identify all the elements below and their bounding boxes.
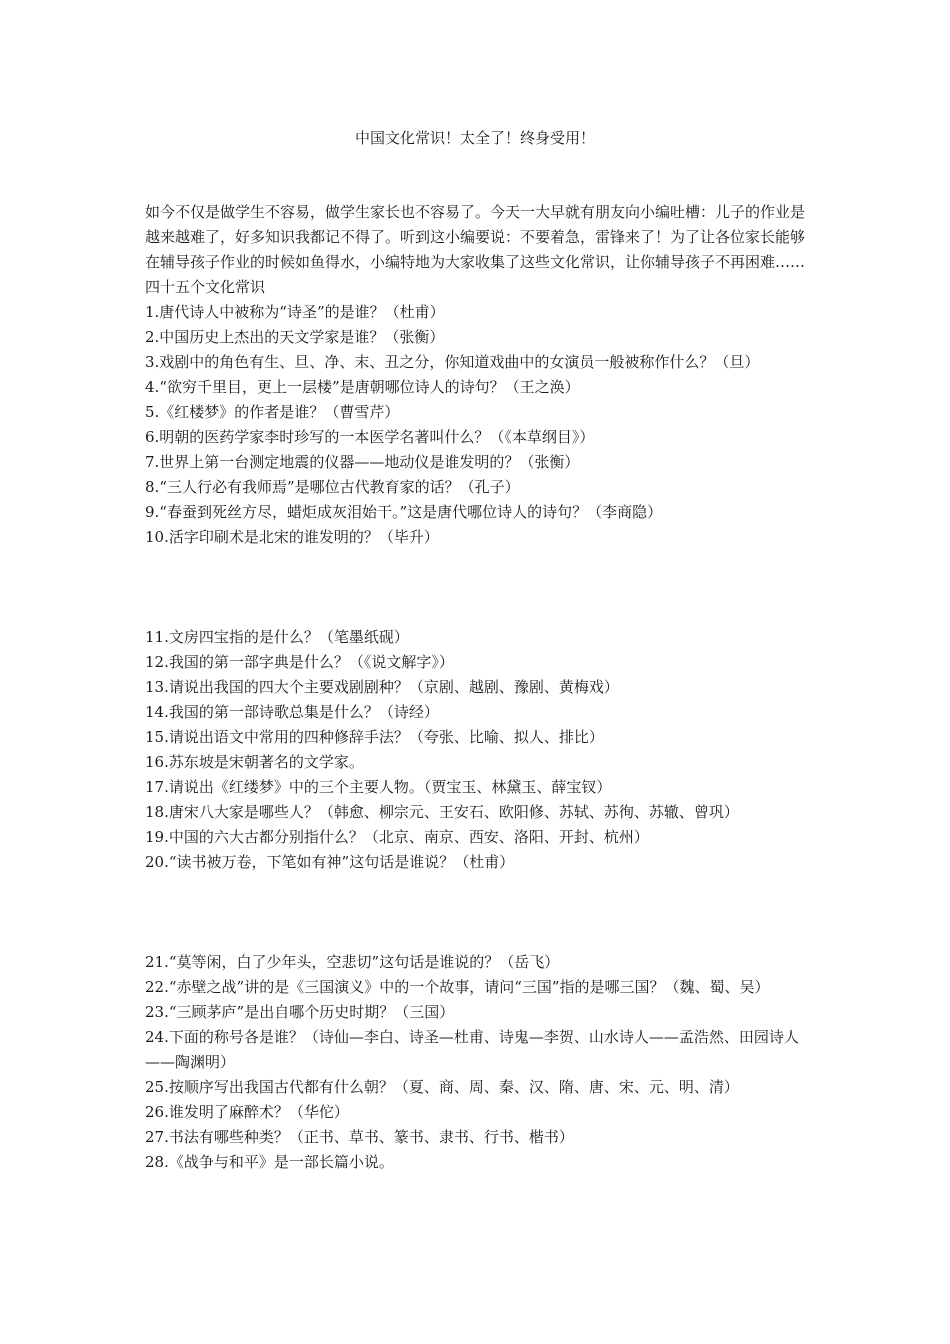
intro-paragraph: 如今不仅是做学生不容易，做学生家长也不容易了。今天一大早就有朋友向小编吐槽：儿子的作业是越来越难了，好多知识我都记不得了。听到这小编要说：不要着急，雷锋来了！为了让各位家长能够在辅导孩子作业的时候如鱼得水，小编特地为大家收集了这些文化常识，让你辅导孩子不再困难…… — [145, 203, 806, 271]
question-item: 27.书法有哪些种类？（正书、草书、篆书、隶书、行书、楷书） — [145, 1128, 574, 1146]
question-item: 24.下面的称号各是谁？（诗仙—李白、诗圣—杜甫、诗鬼—李贺、山水诗人——孟浩然、田园诗人——陶渊明） — [145, 1028, 799, 1071]
question-item: 1.唐代诗人中被称为“诗圣”的是谁？（杜甫） — [145, 303, 445, 321]
question-item: 4.“欲穷千里目，更上一层楼”是唐朝哪位诗人的诗句？（王之涣） — [145, 378, 580, 396]
blank-spacer — [145, 550, 810, 625]
question-item: 22.“赤壁之战”讲的是《三国演义》中的一个故事，请问“三国”指的是哪三国？（魏、蜀、吴） — [145, 978, 770, 996]
section-heading: 四十五个文化常识 — [145, 278, 266, 296]
blank-spacer — [145, 875, 810, 950]
question-item: 17.请说出《红缕梦》中的三个主要人物。（贾宝玉、林黛玉、薛宝钗） — [145, 778, 612, 796]
question-item: 25.按顺序写出我国古代都有什么朝？（夏、商、周、秦、汉、隋、唐、宋、元、明、清） — [145, 1078, 739, 1096]
question-item: 8.“三人行必有我师焉”是哪位古代教育家的话？（孔子） — [145, 478, 520, 496]
question-item: 28.《战争与和平》是一部长篇小说。 — [145, 1153, 394, 1171]
document-body — [145, 200, 810, 1175]
question-item: 23.“三顾茅庐”是出自哪个历史时期？（三国） — [145, 1003, 455, 1021]
question-group-1 — [145, 300, 810, 550]
question-item: 16.苏东坡是宋朝著名的文学家。 — [145, 753, 364, 771]
question-item: 19.中国的六大古都分别指什么？（北京、南京、西安、洛阳、开封、杭州） — [145, 828, 649, 846]
question-item: 12.我国的第一部字典是什么？（《说文解字》） — [145, 653, 454, 671]
question-item: 14.我国的第一部诗歌总集是什么？（诗经） — [145, 703, 439, 721]
question-item: 7.世界上第一台测定地震的仪器——地动仪是谁发明的？（张衡） — [145, 453, 580, 471]
question-item: 11.文房四宝指的是什么？（笔墨纸砚） — [145, 628, 409, 646]
question-group-3 — [145, 950, 810, 1175]
question-item: 3.戏剧中的角色有生、旦、净、末、丑之分，你知道戏曲中的女演员一般被称作什么？（旦） — [145, 353, 760, 371]
question-item: 18.唐宋八大家是哪些人？（韩愈、柳宗元、王安石、欧阳修、苏轼、苏徇、苏辙、曾巩） — [145, 803, 739, 821]
question-group-2 — [145, 625, 810, 875]
question-item: 6.明朝的医药学家李时珍写的一本医学名著叫什么？（《本草纲目》） — [145, 428, 595, 446]
question-item: 13.请说出我国的四大个主要戏剧剧种？（京剧、越剧、豫剧、黄梅戏） — [145, 678, 619, 696]
question-item: 5.《红楼梦》的作者是谁？（曹雪芹） — [145, 403, 400, 421]
question-item: 21.“莫等闲，白了少年头，空悲切”这句话是谁说的？（岳飞） — [145, 953, 560, 971]
question-item: 26.谁发明了麻醉术？（华佗） — [145, 1103, 349, 1121]
question-item: 20.“读书被万卷，下笔如有神”这句话是谁说？（杜甫） — [145, 853, 515, 871]
question-item: 15.请说出语文中常用的四种修辞手法？（夸张、比喻、拟人、排比） — [145, 728, 604, 746]
question-item: 10.活字印刷术是北宋的谁发明的？（毕升） — [145, 528, 439, 546]
question-item: 2.中国历史上杰出的天文学家是谁？（张衡） — [145, 328, 445, 346]
document-title: 中国文化常识！太全了！终身受用！ — [354, 129, 595, 147]
question-item: 9.“春蚕到死丝方尽，蜡炬成灰泪始干。”这是唐代哪位诗人的诗句？（李商隐） — [145, 503, 663, 521]
